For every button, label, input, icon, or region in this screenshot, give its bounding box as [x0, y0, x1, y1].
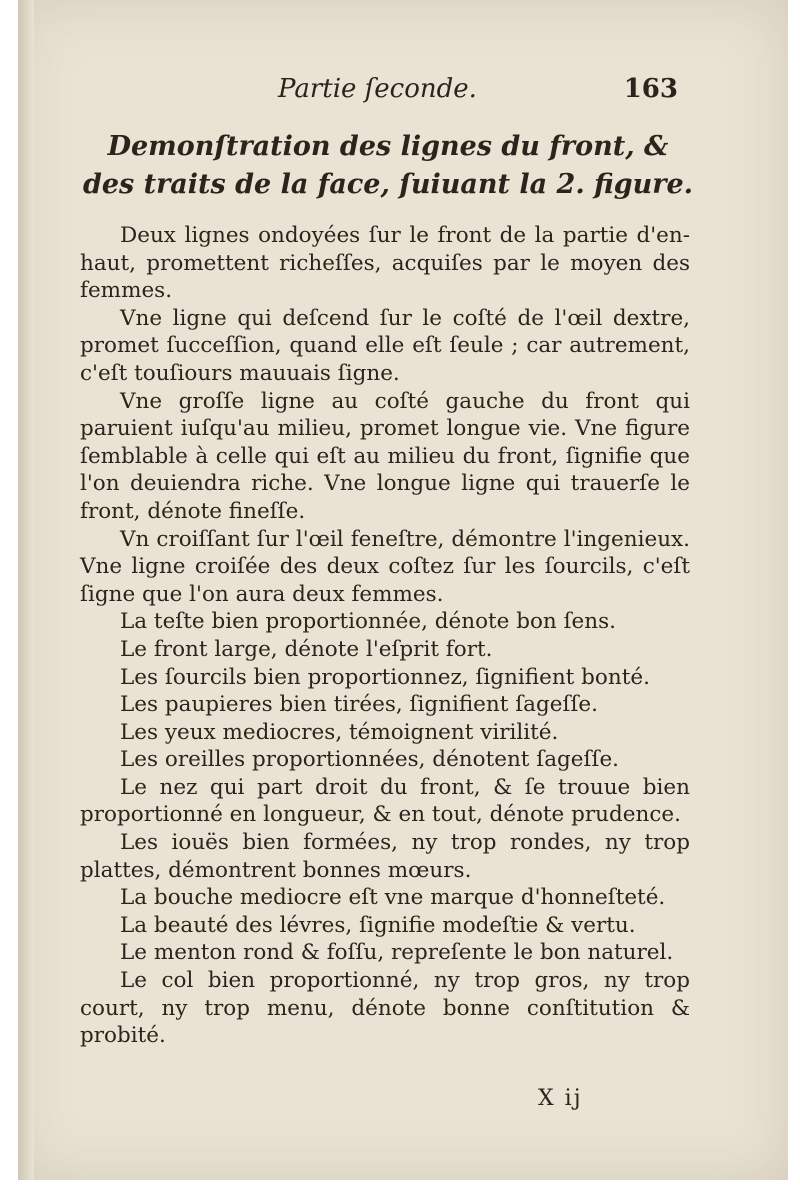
paragraph: Vne groſſe ligne au coſté gauche du front qui paruient iuſqu'au milieu, promet longue vie. Vne figure ſemblable à celle qui eſt au milieu du front, ſignifie que l'on deuiendra riche. Vne longue ligne qui trauerſe le front, dénote fineſſe. — [80, 388, 690, 524]
paragraph: Les paupieres bien tirées, ſignifient ſageſſe. — [120, 692, 598, 718]
signature-mark: X ij — [538, 1086, 583, 1111]
paragraph: Vne ligne qui deſcend ſur le coſté de l'œil dextre, promet ſucceſſion, quand elle eſt ſeule ; car autrement, c'eſt touſiours mauuais ſigne. — [80, 305, 690, 386]
paragraph: Les yeux mediocres, témoignent virilité. — [120, 719, 559, 745]
book-page — [18, 0, 788, 1180]
text-body — [80, 222, 690, 1050]
paragraph: Le menton rond & foſſu, repreſente le bon naturel. — [120, 940, 674, 966]
paragraph: Les iouës bien formées, ny trop rondes, ny trop plattes, démontrent bonnes mœurs. — [80, 830, 690, 883]
paragraph: La beauté des lévres, ſignifie modeſtie & vertu. — [120, 912, 636, 938]
page-number: 163 — [623, 74, 678, 104]
running-header — [278, 74, 678, 114]
paragraph: Vn croiſſant ſur l'œil feneſtre, démontre l'ingenieux. Vne ligne croiſée des deux coſtez ſur les ſourcils, c'eſt ſigne que l'on aura deux femmes. — [80, 526, 690, 607]
section-title: Demonſtration des lignes du front, & des traits de la face, ſuiuant la 2. figure. — [82, 131, 694, 200]
paragraph: Le front large, dénote l'eſprit fort. — [120, 636, 493, 662]
paragraph: Les ſourcils bien proportionnez, ſignifient bonté. — [120, 664, 650, 690]
paragraph: Les oreilles proportionnées, dénotent ſageſſe. — [120, 747, 620, 773]
paragraph: Le col bien proportionné, ny trop gros, ny trop court, ny trop menu, dénote bonne conſtitution & probité. — [80, 968, 690, 1049]
page-gutter — [18, 0, 34, 1180]
paragraph: Deux lignes ondoyées ſur le front de la partie d'en-haut, promettent richeſſes, acquiſes par le moyen des femmes. — [80, 223, 690, 304]
paragraph: La teſte bien proportionnée, dénote bon ſens. — [120, 609, 616, 635]
running-title: Partie ſeconde. — [278, 74, 477, 104]
paragraph: Le nez qui part droit du front, & ſe trouue bien proportionné en longueur, & en tout, dénote prudence. — [80, 774, 690, 828]
paragraph: La bouche mediocre eſt vne marque d'honneſteté. — [120, 885, 666, 911]
